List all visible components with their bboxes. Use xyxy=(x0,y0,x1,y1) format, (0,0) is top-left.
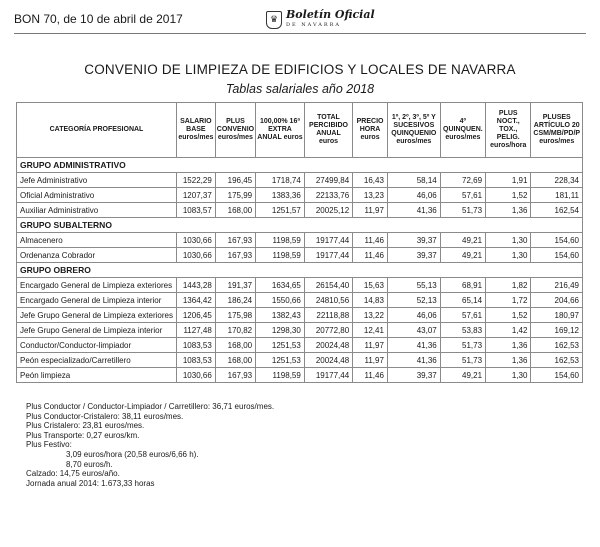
value-cell: 57,61 xyxy=(440,188,485,203)
value-cell: 19177,44 xyxy=(304,368,352,383)
value-cell: 49,21 xyxy=(440,368,485,383)
value-cell: 1251,57 xyxy=(256,203,305,218)
value-cell: 52,13 xyxy=(387,293,440,308)
value-cell: 181,11 xyxy=(531,188,583,203)
value-cell: 41,36 xyxy=(387,338,440,353)
document-subtitle: Tablas salariales año 2018 xyxy=(225,82,375,96)
value-cell: 1382,43 xyxy=(256,308,305,323)
logo-title: Boletín Oficial xyxy=(286,8,375,21)
value-cell: 1443,28 xyxy=(176,278,215,293)
note-line: Plus Conductor / Conductor-Limpiador / Carretillero: 36,71 euros/mes. xyxy=(26,402,275,411)
note-line: Jornada anual 2014: 1.673,33 horas xyxy=(26,478,155,488)
value-cell: 53,83 xyxy=(440,323,485,338)
value-cell: 1198,59 xyxy=(256,248,305,263)
table-row xyxy=(17,338,583,353)
value-cell: 1550,66 xyxy=(256,293,305,308)
value-cell: 1207,37 xyxy=(176,188,215,203)
table-row xyxy=(17,323,583,338)
table-row xyxy=(17,203,583,218)
table-row xyxy=(17,248,583,263)
value-cell: 1251,53 xyxy=(256,338,305,353)
value-cell: 204,66 xyxy=(531,293,583,308)
table-row xyxy=(17,233,583,248)
column-header: CATEGORÍA PROFESIONAL xyxy=(17,103,177,158)
value-cell: 11,97 xyxy=(353,353,388,368)
value-cell: 1,30 xyxy=(486,368,531,383)
table-row xyxy=(17,278,583,293)
group-row xyxy=(17,263,583,278)
value-cell: 168,00 xyxy=(215,203,255,218)
value-cell: 1522,29 xyxy=(176,173,215,188)
value-cell: 186,24 xyxy=(215,293,255,308)
value-cell: 1298,30 xyxy=(256,323,305,338)
category-cell: Almacenero xyxy=(17,233,177,248)
value-cell: 16,43 xyxy=(353,173,388,188)
group-row xyxy=(17,158,583,173)
value-cell: 1364,42 xyxy=(176,293,215,308)
value-cell: 1,52 xyxy=(486,188,531,203)
value-cell: 1,30 xyxy=(486,233,531,248)
group-row xyxy=(17,218,583,233)
column-header: PLUS NOCT., TOX., PELIG. euros/hora xyxy=(486,103,531,158)
value-cell: 1198,59 xyxy=(256,368,305,383)
bulletin-logo xyxy=(266,10,375,30)
value-cell: 175,98 xyxy=(215,308,255,323)
category-cell: Ordenanza Cobrador xyxy=(17,248,177,263)
table-header-row xyxy=(17,103,583,158)
value-cell: 72,69 xyxy=(440,173,485,188)
value-cell: 1,82 xyxy=(486,278,531,293)
value-cell: 1,52 xyxy=(486,308,531,323)
value-cell: 1083,53 xyxy=(176,353,215,368)
value-cell: 46,06 xyxy=(387,308,440,323)
note-line: Plus Cristalero: 23,81 euros/mes. xyxy=(26,421,145,431)
category-cell: Peón especializado/Carretillero xyxy=(17,353,177,368)
value-cell: 154,60 xyxy=(531,233,583,248)
value-cell: 51,73 xyxy=(440,353,485,368)
value-cell: 1083,53 xyxy=(176,338,215,353)
table-row xyxy=(17,173,583,188)
bulletin-reference: BON 70, de 10 de abril de 2017 xyxy=(14,12,183,26)
value-cell: 1030,66 xyxy=(176,248,215,263)
value-cell: 1,72 xyxy=(486,293,531,308)
value-cell: 1383,36 xyxy=(256,188,305,203)
note-line: Calzado: 14,75 euros/año. xyxy=(26,469,120,479)
column-header: 1º, 2º, 3º, 5º Y SUCESIVOS QUINQUENIO euros/mes xyxy=(387,103,440,158)
value-cell: 11,97 xyxy=(353,203,388,218)
value-cell: 39,37 xyxy=(387,248,440,263)
category-cell: Encargado General de Limpieza exteriores xyxy=(17,278,177,293)
value-cell: 1634,65 xyxy=(256,278,305,293)
value-cell: 13,23 xyxy=(353,188,388,203)
value-cell: 170,82 xyxy=(215,323,255,338)
value-cell: 41,36 xyxy=(387,353,440,368)
group-title: GRUPO SUBALTERNO xyxy=(17,218,583,233)
value-cell: 19177,44 xyxy=(304,233,352,248)
value-cell: 41,36 xyxy=(387,203,440,218)
category-cell: Jefe Administrativo xyxy=(17,173,177,188)
value-cell: 65,14 xyxy=(440,293,485,308)
group-title: GRUPO OBRERO xyxy=(17,263,583,278)
value-cell: 1,30 xyxy=(486,248,531,263)
value-cell: 13,22 xyxy=(353,308,388,323)
column-header: 4º QUINQUEN. euros/mes xyxy=(440,103,485,158)
value-cell: 51,73 xyxy=(440,338,485,353)
logo-subtitle: DE NAVARRA xyxy=(286,22,342,28)
note-line: Plus Conductor-Cristalero: 38,11 euros/mes. xyxy=(26,411,184,421)
column-header: PLUSES ARTÍCULO 20 CSM/MB/PD/P euros/mes xyxy=(531,103,583,158)
table-row xyxy=(17,293,583,308)
value-cell: 191,37 xyxy=(215,278,255,293)
column-header: TOTAL PERCIBIDO ANUAL euros xyxy=(304,103,352,158)
value-cell: 167,93 xyxy=(215,248,255,263)
document-title: CONVENIO DE LIMPIEZA DE EDIFICIOS Y LOCALES DE NAVARRA xyxy=(84,62,516,77)
value-cell: 228,34 xyxy=(531,173,583,188)
value-cell: 162,53 xyxy=(531,338,583,353)
value-cell: 43,07 xyxy=(387,323,440,338)
value-cell: 1127,48 xyxy=(176,323,215,338)
column-header: 100,00% 16ª EXTRA ANUAL euros xyxy=(256,103,305,158)
table-row xyxy=(17,308,583,323)
value-cell: 20024,48 xyxy=(304,353,352,368)
value-cell: 167,93 xyxy=(215,368,255,383)
value-cell: 1,36 xyxy=(486,203,531,218)
value-cell: 58,14 xyxy=(387,173,440,188)
value-cell: 11,46 xyxy=(353,368,388,383)
value-cell: 1,36 xyxy=(486,353,531,368)
value-cell: 22133,76 xyxy=(304,188,352,203)
value-cell: 11,46 xyxy=(353,248,388,263)
note-line: Plus Transporte: 0,27 euros/km. xyxy=(26,430,140,440)
value-cell: 11,46 xyxy=(353,233,388,248)
value-cell: 12,41 xyxy=(353,323,388,338)
page-header xyxy=(14,8,586,32)
value-cell: 154,60 xyxy=(531,368,583,383)
value-cell: 1718,74 xyxy=(256,173,305,188)
category-cell: Conductor/Conductor-limpiador xyxy=(17,338,177,353)
table-row xyxy=(17,188,583,203)
value-cell: 168,00 xyxy=(215,353,255,368)
table-row xyxy=(17,353,583,368)
value-cell: 68,91 xyxy=(440,278,485,293)
header-divider xyxy=(14,33,586,34)
value-cell: 1206,45 xyxy=(176,308,215,323)
value-cell: 1251,53 xyxy=(256,353,305,368)
column-header: PLUS CONVENIO euros/mes xyxy=(215,103,255,158)
value-cell: 196,45 xyxy=(215,173,255,188)
value-cell: 26154,40 xyxy=(304,278,352,293)
value-cell: 180,97 xyxy=(531,308,583,323)
value-cell: 14,83 xyxy=(353,293,388,308)
value-cell: 1030,66 xyxy=(176,368,215,383)
value-cell: 20772,80 xyxy=(304,323,352,338)
column-header: SALARIO BASE euros/mes xyxy=(176,103,215,158)
value-cell: 57,61 xyxy=(440,308,485,323)
category-cell: Jefe Grupo General de Limpieza exteriores xyxy=(17,308,177,323)
value-cell: 24810,56 xyxy=(304,293,352,308)
value-cell: 20025,12 xyxy=(304,203,352,218)
crest-icon: ♛ xyxy=(266,11,282,29)
value-cell: 22118,88 xyxy=(304,308,352,323)
table-row xyxy=(17,368,583,383)
value-cell: 49,21 xyxy=(440,248,485,263)
value-cell: 1,91 xyxy=(486,173,531,188)
value-cell: 20024,48 xyxy=(304,338,352,353)
value-cell: 55,13 xyxy=(387,278,440,293)
group-title: GRUPO ADMINISTRATIVO xyxy=(17,158,583,173)
value-cell: 1,36 xyxy=(486,338,531,353)
note-line: Plus Festivo: xyxy=(26,440,72,450)
value-cell: 216,49 xyxy=(531,278,583,293)
note-line: 8,70 euros/h. xyxy=(66,459,113,469)
value-cell: 1198,59 xyxy=(256,233,305,248)
category-cell: Oficial Administrativo xyxy=(17,188,177,203)
notes-section xyxy=(26,402,274,488)
value-cell: 49,21 xyxy=(440,233,485,248)
column-header: PRECIO HORA euros xyxy=(353,103,388,158)
value-cell: 19177,44 xyxy=(304,248,352,263)
value-cell: 46,06 xyxy=(387,188,440,203)
value-cell: 162,54 xyxy=(531,203,583,218)
value-cell: 175,99 xyxy=(215,188,255,203)
value-cell: 27499,84 xyxy=(304,173,352,188)
category-cell: Jefe Grupo General de Limpieza interior xyxy=(17,323,177,338)
salary-table xyxy=(16,102,583,383)
value-cell: 154,60 xyxy=(531,248,583,263)
value-cell: 15,63 xyxy=(353,278,388,293)
value-cell: 11,97 xyxy=(353,338,388,353)
value-cell: 1030,66 xyxy=(176,233,215,248)
value-cell: 1083,57 xyxy=(176,203,215,218)
category-cell: Auxiliar Administrativo xyxy=(17,203,177,218)
value-cell: 1,42 xyxy=(486,323,531,338)
value-cell: 168,00 xyxy=(215,338,255,353)
value-cell: 169,12 xyxy=(531,323,583,338)
value-cell: 51,73 xyxy=(440,203,485,218)
category-cell: Peón limpieza xyxy=(17,368,177,383)
value-cell: 39,37 xyxy=(387,368,440,383)
category-cell: Encargado General de Limpieza interior xyxy=(17,293,177,308)
value-cell: 39,37 xyxy=(387,233,440,248)
value-cell: 162,53 xyxy=(531,353,583,368)
value-cell: 167,93 xyxy=(215,233,255,248)
note-line: 3,09 euros/hora (20,58 euros/6,66 h). xyxy=(66,449,199,459)
